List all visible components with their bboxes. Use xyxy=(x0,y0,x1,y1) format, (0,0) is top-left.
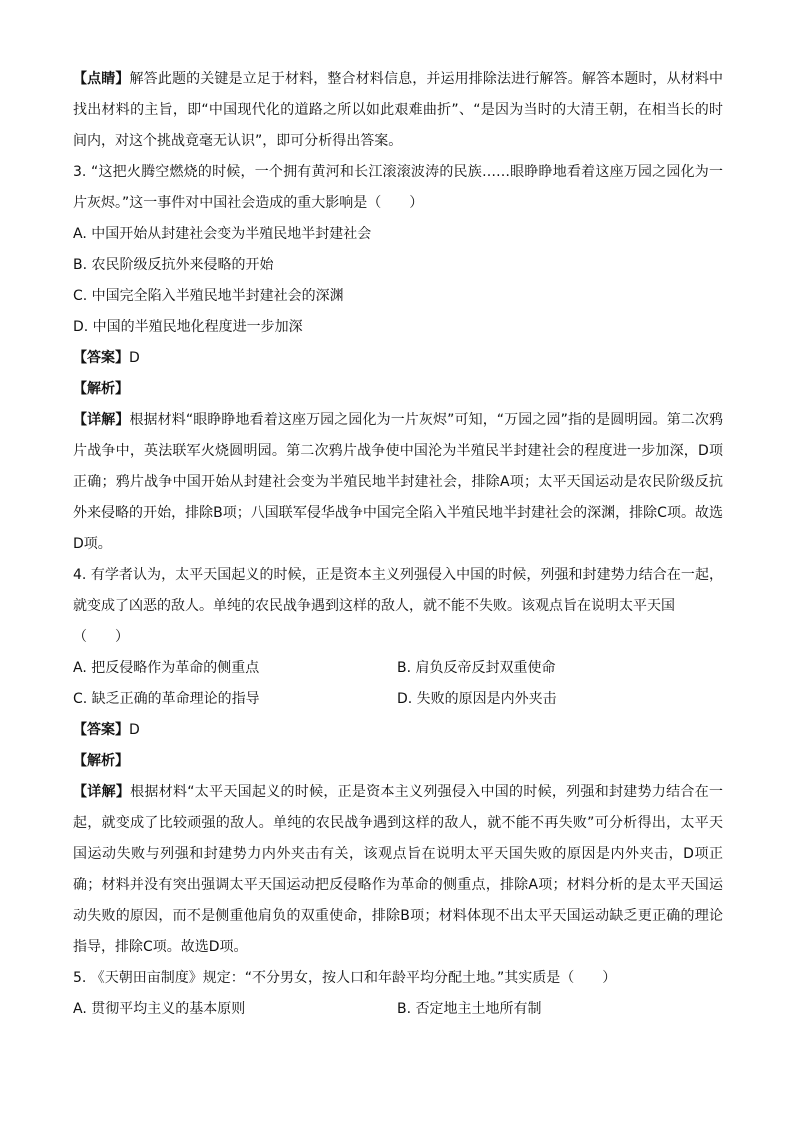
q3-option-c: C. 中国完全陷入半殖民地半封建社会的深渊 xyxy=(73,288,344,304)
dianjing-paragraph xyxy=(73,64,723,157)
q4-detail-tag: 【详解】 xyxy=(73,784,131,800)
document-page xyxy=(73,64,723,1025)
q4-answer-tag: 【答案】 xyxy=(73,722,129,738)
q4-blank: （ ） xyxy=(73,629,129,645)
q3-analysis-tag: 【解析】 xyxy=(73,381,129,397)
q4-answer xyxy=(73,715,723,746)
q5-option-a: A. 贯彻平均主义的基本原则 xyxy=(73,1001,246,1017)
q3-option-a: A. 中国开始从封建社会变为半殖民地半封建社会 xyxy=(73,226,372,242)
q4-detail xyxy=(73,777,723,963)
q5-stem: 5. 《天朝田亩制度》规定：“不分男女，按人口和年龄平均分配土地。”其实质是（ ） xyxy=(73,970,617,986)
q4-option-c: C. 缺乏正确的革命理论的指导 xyxy=(73,691,260,707)
q5-option-b: B. 否定地主土地所有制 xyxy=(397,1001,542,1017)
q3-stem: 3. “这把火腾空燃烧的时候，一个拥有黄河和长江滚滚波涛的民族……眼睁睁地看着这座万园之园化为一片灰烬。”这一事件对中国社会造成的重大影响是（ ） xyxy=(73,164,723,211)
q4-detail-text: 根据材料“太平天国起义的时候，正是资本主义列强侵入中国的时候，列强和封建势力结合在一起，就变成了比较顽强的敌人。单纯的农民战争遇到这样的敌人，就不能不再失败”可分析得出，太平天国运动失败与列强和封建势力内外夹击有关，该观点旨在说明太平天国失败的原因是内外夹击，D项正确；材料并没有突出强调太平天国运动把反侵略作为革命的侧重点，排除A项；材料分析的是太平天国运动失败的原因，而不是侧重他肩负的双重使命，排除B项；材料体现不出太平天国运动缺乏更正确的理论指导，排除C项。故选D项。 xyxy=(73,784,723,955)
dianjing-text: 解答此题的关键是立足于材料，整合材料信息，并运用排除法进行解答。解答本题时，从材料中找出材料的主旨，即“中国现代化的道路之所以如此艰难曲折”、“是因为当时的大清王朝，在相当长的时间内，对这个挑战竟毫无认识”，即可分析得出答案。 xyxy=(73,71,724,149)
dianjing-tag: 【点睛】 xyxy=(73,71,130,87)
q4-analysis xyxy=(73,746,723,777)
q4-options-row-2 xyxy=(73,684,723,715)
q3-option-d: D. 中国的半殖民地化程度进一步加深 xyxy=(73,319,303,335)
q3-answer-value: D xyxy=(129,350,140,366)
q4-stem: 4. 有学者认为，太平天国起义的时候，正是资本主义列强侵入中国的时候，列强和封建势力结合在一起，就变成了凶恶的敌人。单纯的农民战争遇到这样的敌人，就不能不失败。该观点旨在说明太平天国 xyxy=(73,567,723,614)
q4-option-a: A. 把反侵略作为革命的侧重点 xyxy=(73,660,260,676)
q4-analysis-tag: 【解析】 xyxy=(73,753,129,769)
q3-detail-tag: 【详解】 xyxy=(73,412,130,428)
q3-analysis xyxy=(73,374,723,405)
q3-answer-tag: 【答案】 xyxy=(73,350,129,366)
q3-answer xyxy=(73,343,723,374)
q4-answer-value: D xyxy=(129,722,140,738)
q3-option-b: B. 农民阶级反抗外来侵略的开始 xyxy=(73,257,274,273)
q4-options-row-1 xyxy=(73,653,723,684)
q4-option-b: B. 肩负反帝反封双重使命 xyxy=(397,660,556,676)
q5-options-row-1 xyxy=(73,994,723,1025)
q3-detail-text: 根据材料“眼睁睁地看着这座万园之园化为一片灰烬”可知，“万园之园”指的是圆明园。第二次鸦片战争中，英法联军火烧圆明园。第二次鸦片战争使中国沦为半殖民半封建社会的程度进一步加深，D项正确；鸦片战争中国开始从封建社会变为半殖民地半封建社会，排除A项；太平天国运动是农民阶级反抗外来侵略的开始，排除B项；八国联军侵华战争中国完全陷入半殖民地半封建社会的深渊，排除C项。故选D项。 xyxy=(73,412,724,552)
q3-detail xyxy=(73,405,723,560)
q4-option-d: D. 失败的原因是内外夹击 xyxy=(397,691,557,707)
